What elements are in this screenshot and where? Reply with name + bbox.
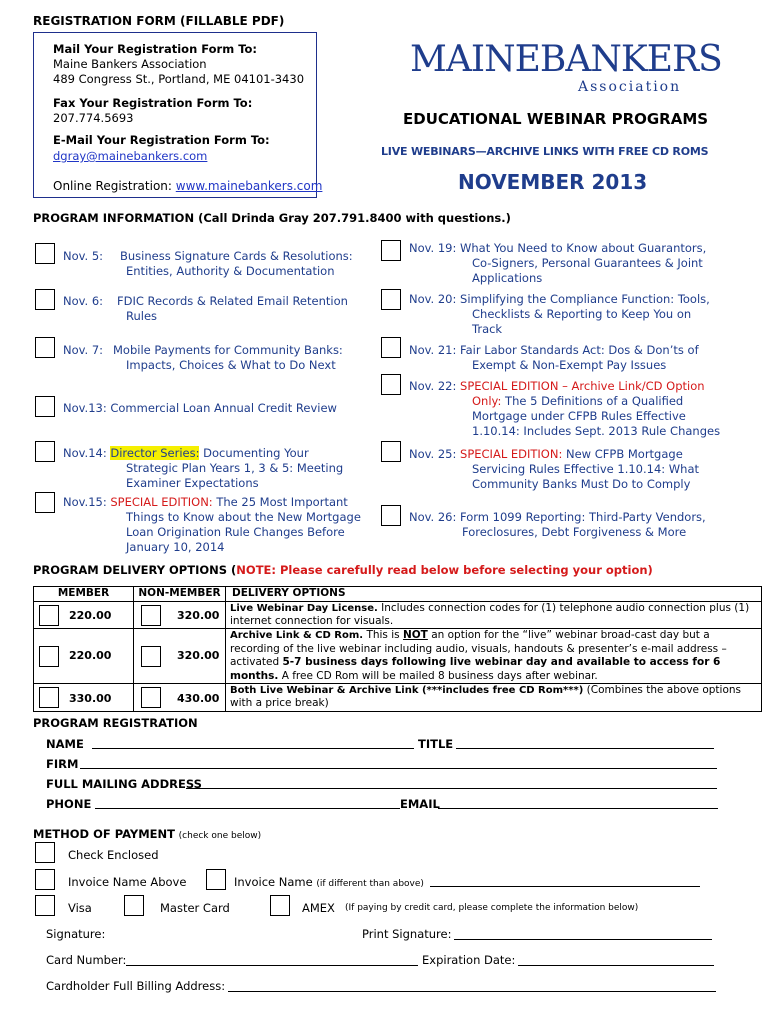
program-title: New CFPB Mortgage	[566, 447, 683, 461]
program-date: Nov. 5:	[63, 249, 104, 263]
special-edition-label: SPECIAL EDITION:	[110, 495, 213, 509]
month-title: NOVEMBER 2013	[458, 170, 648, 194]
special-edition-label: SPECIAL EDITION – Archive Link/CD Option	[460, 379, 705, 393]
program-nov-6	[63, 294, 373, 324]
form-title: REGISTRATION FORM (FILLABLE PDF)	[33, 14, 285, 28]
firm-label: FIRM	[46, 757, 79, 771]
member-price: 330.00	[69, 691, 112, 705]
program-title-line3: Community Banks Must Do to Comply	[472, 477, 691, 491]
program-nov-15	[63, 495, 373, 555]
program-title-line2: Foreclosures, Debt Forgiveness & More	[462, 525, 687, 539]
checkbox-archive-member[interactable]	[39, 646, 59, 667]
program-date: Nov. 6:	[63, 294, 104, 308]
delivery-row-both	[34, 684, 762, 712]
amex-label: AMEX	[302, 901, 335, 915]
program-title: The 5 Definitions of a Qualified	[505, 394, 684, 408]
option-text-b: an option for the “live” webinar broad-cast day but a recording of the live webinar including audio, visuals, handouts & presenter’s e-mail address – activated	[230, 629, 727, 668]
checkbox-both-member[interactable]	[39, 687, 59, 708]
option-text: Includes connection codes for (1) telephone audio connection plus (1) internet connection for visuals.	[230, 602, 750, 627]
checkbox-mastercard[interactable]	[124, 895, 144, 916]
checkbox-nov-22[interactable]	[381, 374, 401, 395]
program-title-line2: Entities, Authority & Documentation	[126, 264, 335, 278]
program-title-line2: Co-Signers, Personal Guarantees & Joint	[472, 256, 703, 270]
program-title-line2: Exempt & Non-Exempt Pay Issues	[472, 358, 667, 372]
logo-word-maine: MAINE	[410, 39, 540, 80]
checkbox-nov-13[interactable]	[35, 396, 55, 417]
fax-number: 207.774.5693	[53, 111, 134, 125]
member-price: 220.00	[69, 608, 112, 622]
card-number-label: Card Number:	[46, 953, 127, 967]
online-registration	[53, 179, 322, 193]
col-member: MEMBER	[34, 587, 134, 602]
card-note: (If paying by credit card, please complete the information below)	[345, 903, 639, 913]
website-link[interactable]: www.mainebankers.com	[175, 179, 323, 193]
col-delivery-options: DELIVERY OPTIONS	[226, 587, 762, 602]
member-price-cell	[34, 602, 134, 629]
only-label: Only:	[472, 394, 502, 408]
option-title: Both Live Webinar & Archive Link (***includes free CD Rom***)	[230, 685, 584, 696]
program-date: Nov. 25:	[409, 447, 457, 461]
program-nov-5	[63, 249, 373, 279]
program-title-line3: Track	[472, 322, 503, 336]
program-date: Nov.14:	[63, 446, 107, 460]
program-title: The 25 Most Important	[216, 495, 348, 509]
checkbox-visa[interactable]	[35, 895, 55, 916]
program-title-line4: January 10, 2014	[126, 540, 225, 554]
invoice-name-label	[234, 875, 424, 889]
expiration-field[interactable]	[518, 965, 714, 966]
program-title: Nov. 19: What You Need to Know about Guarantors,	[409, 241, 707, 255]
program-title-line2: Servicing Rules Effective 1.10.14: What	[472, 462, 700, 476]
checkbox-nov-15[interactable]	[35, 492, 55, 513]
program-title-line2: Checklists & Reporting to Keep You on	[472, 307, 692, 321]
program-title-line2: Things to Know about the New Mortgage	[126, 510, 361, 524]
email-link[interactable]: dgray@mainebankers.com	[53, 149, 208, 163]
program-nov-26	[409, 510, 759, 540]
program-title-line3: Loan Origination Rule Changes Before	[126, 525, 345, 539]
mail-heading: Mail Your Registration Form To:	[53, 42, 258, 56]
option-text-a: This is	[366, 629, 400, 641]
address-label: FULL MAILING ADDRESS	[46, 777, 202, 791]
checkbox-amex[interactable]	[270, 895, 290, 916]
nonmember-price-cell	[134, 629, 226, 684]
programs-title: EDUCATIONAL WEBINAR PROGRAMS	[403, 110, 709, 128]
checkbox-nov-25[interactable]	[381, 441, 401, 462]
email-label: EMAIL	[400, 797, 440, 811]
checkbox-live-member[interactable]	[39, 605, 59, 626]
check-enclosed-label: Check Enclosed	[68, 848, 159, 862]
program-date: Nov. 22:	[409, 379, 457, 393]
not-label: NOT	[402, 629, 428, 641]
nonmember-price-cell	[134, 684, 226, 712]
payment-heading-text: METHOD OF PAYMENT	[33, 827, 175, 841]
program-date: Nov. 7:	[63, 343, 104, 357]
program-title-line3: Examiner Expectations	[126, 476, 259, 490]
program-title: Nov. 26: Form 1099 Reporting: Third-Party Vendors,	[409, 510, 706, 524]
checkbox-both-nonmember[interactable]	[141, 687, 161, 708]
program-title-line2: Strategic Plan Years 1, 3 & 5: Meeting	[126, 461, 344, 475]
checkbox-nov-5[interactable]	[35, 243, 55, 264]
delivery-description	[226, 602, 762, 629]
invoice-above-label: Invoice Name Above	[68, 875, 187, 889]
mail-line2: 489 Congress St., Portland, ME 04101-3430	[53, 72, 305, 86]
member-price-cell	[34, 684, 134, 712]
mastercard-label: Master Card	[160, 901, 230, 915]
fax-heading: Fax Your Registration Form To:	[53, 96, 253, 110]
signature-label: Signature:	[46, 927, 106, 941]
option-text-bold: 5-7 business days following live webinar day and available to access for 6 months.	[230, 656, 721, 682]
name-label: NAME	[46, 737, 84, 751]
delivery-description	[226, 629, 762, 684]
checkbox-nov-6[interactable]	[35, 289, 55, 310]
delivery-heading	[33, 563, 653, 577]
firm-field[interactable]	[80, 768, 717, 769]
payment-heading	[33, 827, 261, 841]
delivery-heading-text: PROGRAM DELIVERY OPTIONS (	[33, 563, 237, 577]
program-title: Business Signature Cards & Resolutions:	[120, 249, 353, 263]
program-title-line2: Mortgage under CFPB Rules Effective	[472, 409, 686, 423]
print-signature-label: Print Signature:	[362, 927, 452, 941]
program-info-heading: PROGRAM INFORMATION (Call Drinda Gray 207.791.8400 with questions.)	[33, 211, 511, 225]
delivery-row-live	[34, 602, 762, 629]
member-price: 220.00	[69, 648, 112, 662]
checkbox-invoice-above[interactable]	[35, 869, 55, 890]
nonmember-price: 430.00	[177, 691, 220, 705]
program-title-line2: Rules	[126, 309, 158, 323]
expiration-label: Expiration Date:	[422, 953, 516, 967]
option-title: Archive Link & CD Rom.	[230, 630, 364, 641]
checkbox-nov-20[interactable]	[381, 289, 401, 310]
checkbox-invoice-name[interactable]	[206, 869, 226, 890]
option-text-c: A free CD Rom will be mailed 8 business days after webinar.	[281, 669, 598, 682]
live-webinars-subtitle: LIVE WEBINARS—ARCHIVE LINKS WITH FREE CD ROMS	[381, 145, 709, 158]
nonmember-price-cell	[134, 602, 226, 629]
program-date: Nov.15:	[63, 495, 107, 509]
program-nov-13: Nov.13: Commercial Loan Annual Credit Review	[63, 401, 337, 415]
checkbox-nov-7[interactable]	[35, 337, 55, 358]
phone-field[interactable]	[95, 808, 400, 809]
payment-heading-note: (check one below)	[178, 831, 262, 841]
special-edition-label: SPECIAL EDITION:	[460, 447, 563, 461]
program-title: Nov. 21: Fair Labor Standards Act: Dos & Don’ts of	[409, 343, 699, 357]
program-nov-7	[63, 343, 373, 373]
col-nonmember: NON-MEMBER	[134, 587, 226, 602]
invoice-name-text: Invoice Name	[234, 875, 313, 889]
checkbox-archive-nonmember[interactable]	[141, 646, 161, 667]
invoice-name-note: (if different than above)	[316, 879, 424, 889]
mail-line1: Maine Bankers Association	[53, 57, 207, 71]
title-label: TITLE	[418, 737, 454, 751]
program-nov-22	[409, 379, 759, 439]
checkbox-check-enclosed[interactable]	[35, 842, 55, 863]
program-nov-19	[409, 241, 759, 286]
checkbox-nov-26[interactable]	[381, 505, 401, 526]
program-title: Nov. 20: Simplifying the Compliance Function: Tools,	[409, 292, 710, 306]
program-title: Documenting Your	[203, 446, 309, 460]
program-title-line2: Impacts, Choices & What to Do Next	[126, 358, 336, 372]
program-title: Mobile Payments for Community Banks:	[113, 343, 343, 357]
card-number-field[interactable]	[126, 965, 418, 966]
phone-label: PHONE	[46, 797, 92, 811]
name-field[interactable]	[92, 748, 414, 749]
option-text: (Combines the above options with a price break)	[230, 684, 742, 709]
program-title-line3: 1.10.14: Includes Sept. 2013 Rule Changes	[472, 424, 721, 438]
logo-association: Association	[578, 79, 682, 95]
checkbox-nov-14[interactable]	[35, 441, 55, 462]
address-field[interactable]	[186, 788, 717, 789]
delivery-note: NOTE: Please carefully read below before selecting your option)	[236, 563, 653, 577]
program-nov-14	[63, 446, 373, 491]
checkbox-live-nonmember[interactable]	[141, 605, 161, 626]
nonmember-price: 320.00	[177, 648, 220, 662]
maine-bankers-logo	[410, 40, 722, 80]
online-label: Online Registration:	[53, 179, 172, 193]
program-title: FDIC Records & Related Email Retention	[117, 294, 348, 308]
delivery-description	[226, 684, 762, 712]
invoice-name-field[interactable]	[430, 886, 700, 887]
checkbox-nov-19[interactable]	[381, 240, 401, 261]
delivery-row-archive	[34, 629, 762, 684]
delivery-options-table	[33, 586, 762, 712]
program-nov-21	[409, 343, 759, 373]
member-price-cell	[34, 629, 134, 684]
billing-address-field[interactable]	[228, 991, 716, 992]
email-heading: E-Mail Your Registration Form To:	[53, 133, 270, 147]
email-field[interactable]	[438, 808, 718, 809]
visa-label: Visa	[68, 901, 92, 915]
billing-address-label: Cardholder Full Billing Address:	[46, 979, 226, 993]
title-field[interactable]	[456, 748, 714, 749]
logo-word-bankers: BANKERS	[539, 39, 722, 80]
print-signature-field[interactable]	[454, 939, 712, 940]
nonmember-price: 320.00	[177, 608, 220, 622]
option-title: Live Webinar Day License.	[230, 603, 378, 614]
program-title-line3: Applications	[472, 271, 543, 285]
program-nov-25	[409, 447, 759, 492]
checkbox-nov-21[interactable]	[381, 337, 401, 358]
registration-heading: PROGRAM REGISTRATION	[33, 716, 198, 730]
director-series-highlight: Director Series:	[110, 446, 200, 460]
program-nov-20	[409, 292, 759, 337]
